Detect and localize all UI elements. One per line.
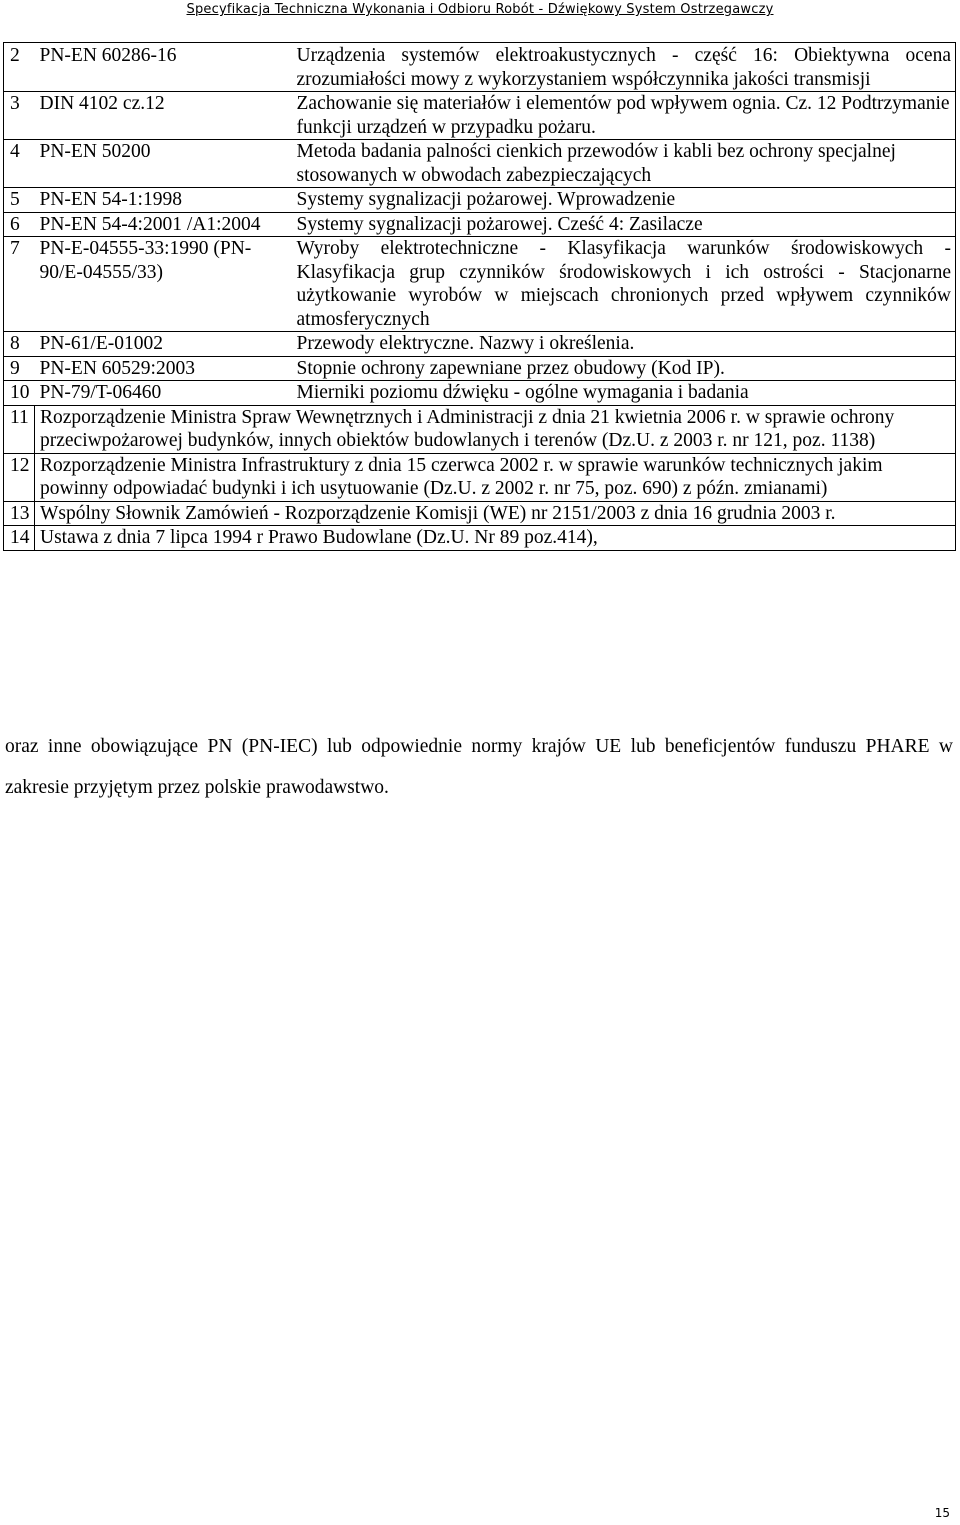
standard-code: PN-E-04555-33:1990 (PN-90/E-04555/33)	[39, 238, 252, 283]
standard-code: DIN 4102 cz.12	[39, 93, 165, 114]
regulation-text: Wspólny Słownik Zamówień - Rozporządzenie Komisji (WE) nr 2151/2003 z dnia 16 grudnia 2003 r.	[40, 502, 836, 524]
row-number: 11	[4, 405, 35, 453]
standard-description: Metoda badania palności cienkich przewodów i kabli bez ochrony specjalnej stosowanych w obwodach zabezpieczających	[296, 141, 896, 186]
standard-code: PN-EN 60529:2003	[39, 357, 195, 379]
row-number: 5	[10, 189, 20, 210]
standards-table	[3, 42, 956, 551]
standard-code: PN-EN 60286-16	[39, 45, 177, 66]
table-row	[4, 381, 956, 406]
table-row	[4, 237, 956, 332]
row-number: 14	[4, 526, 35, 551]
standard-description: Wyroby elektrotechniczne - Klasyfikacja warunków środowiskowych - Klasyfikacja grup czynników środowiskowych i ich ostrości - Stacjonarne użytkowanie wyrobów w miejscach chronionych przed wpływem czynników atmosferycznych	[296, 238, 951, 330]
table-row	[4, 92, 956, 140]
standard-code: PN-61/E-01002	[39, 333, 163, 354]
table-row	[4, 212, 956, 237]
table-row	[4, 501, 956, 526]
standard-description: Przewody elektryczne. Nazwy i określenia.	[296, 333, 635, 354]
row-number: 4	[10, 141, 20, 162]
standard-description: Urządzenia systemów elektroakustycznych - część 16: Obiektywna ocena zrozumiałości mowy z wykorzystaniem współczynnika jakości transmisji	[296, 45, 951, 90]
standard-description: Mierniki poziomu dźwięku - ogólne wymagania i badania	[296, 382, 749, 403]
table-row	[4, 332, 956, 357]
table-row	[4, 453, 956, 501]
standard-code: PN-EN 54-1:1998	[39, 189, 182, 210]
closing-paragraph: oraz inne obowiązujące PN (PN-IEC) lub odpowiednie normy krajów UE lub beneficjentów funduszu PHARE w zakresie przyjętym przez polskie prawodawstwo.	[5, 736, 953, 798]
table-row	[4, 405, 956, 453]
table-row	[4, 526, 956, 551]
row-number: 8	[10, 333, 20, 354]
standard-description: Systemy sygnalizacji pożarowej. Wprowadzenie	[296, 189, 676, 210]
regulation-text: Ustawa z dnia 7 lipca 1994 r Prawo Budowlane (Dz.U. Nr 89 poz.414),	[40, 527, 598, 548]
row-number: 2	[10, 45, 20, 66]
page-number: 15	[934, 1506, 950, 1520]
table-row	[4, 43, 956, 92]
standard-code: PN-79/T-06460	[39, 382, 162, 403]
page-header: Specyfikacja Techniczna Wykonania i Odbioru Robót - Dźwiękowy System Ostrzegawczy	[186, 2, 774, 17]
standard-description: Stopnie ochrony zapewniane przez obudowy (Kod IP).	[296, 357, 725, 379]
regulation-text: Rozporządzenie Ministra Spraw Wewnętrznych i Administracji z dnia 21 kwietnia 2006 r. w sprawie ochrony przeciwpożarowej budynków, innych obiektów budowlanych i terenów (Dz.U. z 2003 r. nr 121, poz. 1138)	[40, 406, 895, 451]
row-number: 3	[10, 93, 20, 114]
row-number: 6	[10, 213, 20, 235]
standard-code: PN-EN 54-4:2001 /A1:2004	[39, 213, 261, 235]
table-row	[4, 140, 956, 188]
row-number: 9	[10, 357, 20, 379]
table-row	[4, 356, 956, 381]
row-number: 10	[10, 382, 30, 403]
row-number: 13	[4, 501, 35, 526]
standard-code: PN-EN 50200	[39, 141, 151, 162]
regulation-text: Rozporządzenie Ministra Infrastruktury z dnia 15 czerwca 2002 r. w sprawie warunków technicznych jakim powinny odpowiadać budynki i ich usytuowanie (Dz.U. z 2002 r. nr 75, poz. 690) z późn. zmianami)	[40, 454, 883, 499]
row-number: 12	[4, 453, 35, 501]
standard-description: Zachowanie się materiałów i elementów pod wpływem ognia. Cz. 12 Podtrzymanie funkcji urządzeń w przypadku pożaru.	[296, 93, 950, 138]
standard-description: Systemy sygnalizacji pożarowej. Cześć 4: Zasilacze	[296, 213, 703, 235]
table-row	[4, 188, 956, 213]
row-number: 7	[10, 238, 20, 259]
